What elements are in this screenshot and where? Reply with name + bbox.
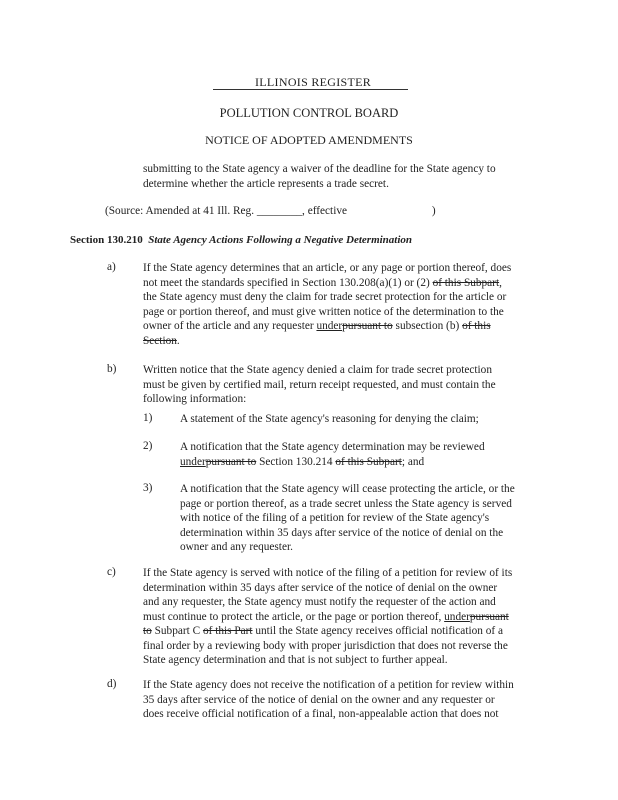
notice-title: NOTICE OF ADOPTED AMENDMENTS [205,133,413,147]
para-label: b) [107,363,117,375]
para-label: c) [107,566,116,578]
source-note: (Source: Amended at 41 Ill. Reg. ________, effective ) [105,205,436,217]
intro-paragraph [143,162,496,191]
paragraph-b: Written notice that the State agency denied a claim for trade secret protection must be given by certified mail, return receipt requested, and must contain the following information: [143,364,496,405]
register-title: ILLINOIS REGISTER [255,75,372,89]
paragraph-a: If the State agency determines that an article, or any page or portion thereof, does not meet the standards specified in Section 130.208(a)(1) or (2) of this Subpart, the State agency must deny the claim for trade secret protection for the article or page or portion thereof, and must give written notice of the determination to the owner of the article and any requester underpursuant to subsection (b) of this Section. [143,262,512,347]
para-label: d) [107,678,117,690]
paragraph-c: If the State agency is served with notice of the filing of a petition for review of its determination within 35 days after service of the notice of denial on the owner and any requester, the State agency must notify the requester of the action and must continue to protect the article, or the page or portion thereof, underpursuant to Subpart C of this Part until the State agency receives official notification of a final order by a reviewing body with proper jurisdiction that does not reverse the State agency determination and that is not subject to further appeal. [143,567,513,666]
item-label: 3) [143,482,153,494]
section-number: Section 130.210 [70,234,143,246]
section-heading [70,234,412,246]
para-label: a) [107,261,116,273]
item-2: A notification that the State agency determination may be reviewed underpursuant to Section 130.214 of this Subpart; and [180,441,485,468]
header-rule [213,89,408,90]
section-title: State Agency Actions Following a Negative Determination [148,234,413,246]
item-label: 2) [143,440,153,452]
intro-line: determine whether the article represents a trade secret. [143,177,389,190]
item-3: A notification that the State agency will cease protecting the article, or the page or portion thereof, as a trade secret unless the State agency is served with notice of the filing of a petition for review of the State agency's determination within 35 days after service of the notice of denial on the owner and any requester. [180,483,515,553]
item-1: A statement of the State agency's reasoning for denying the claim; [180,413,479,425]
paragraph-d: If the State agency does not receive the notification of a petition for review within 35 days after service of the notice of denial on the owner and any requester or does receive official notification of a final, non-appealable action that does not [143,679,514,720]
board-title: POLLUTION CONTROL BOARD [219,106,399,120]
intro-line: submitting to the State agency a waiver of the deadline for the State agency to [143,163,496,175]
item-label: 1) [143,412,153,424]
